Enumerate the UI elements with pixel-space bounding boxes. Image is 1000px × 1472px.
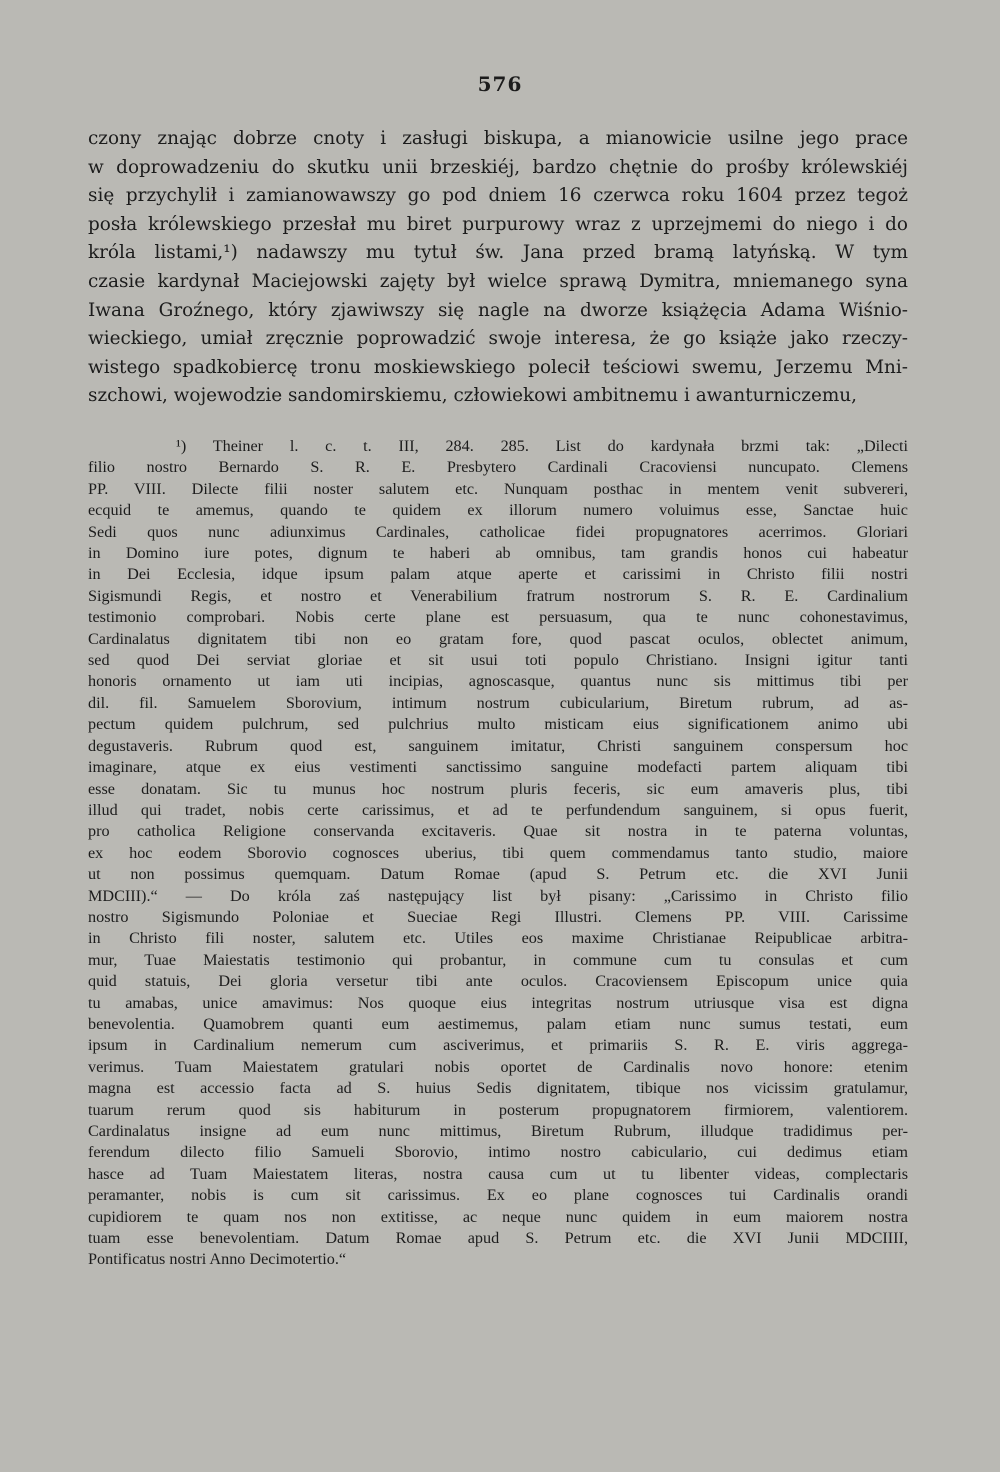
footnote-line: ecquid te amemus, quando te quidem ex illorum numero voluimus esse, Sanctae huic — [88, 501, 908, 520]
footnote-line: Pontificatus nostri Anno Decimotertio.“ — [88, 1250, 347, 1269]
main-text-line: posła królewskiego przesłał mu biret purpurowy wraz z uprzejmemi do niego i do — [88, 213, 908, 235]
footnote-line: imaginare, atque ex eius vestimenti sanctissimo sanguine modefacti partem aliquam tibi — [88, 758, 908, 777]
footnote-line: ¹) Theiner l. c. t. III, 284. 285. List do kardynała brzmi tak: „Dilecti — [176, 437, 908, 455]
footnote-line: pectum quidem pulchrum, sed pulchrius multo misticam eius significationem animo ubi — [88, 715, 908, 734]
footnote-line: tuarum rerum quod sis habiturum in posterum propugnatorem firmiorem, valentiorem. — [88, 1100, 908, 1119]
footnote-line: Sigismundi Regis, et nostro et Venerabilium fratrum nostrorum S. R. E. Cardinalium — [88, 586, 908, 605]
footnote-line: magna est accessio facta ad S. huius Sedis dignitatem, tibique nos vicissim gratulamur, — [88, 1079, 908, 1098]
main-text-line: Iwana Groźnego, który zjawiwszy się nagle na dworze książęcia Adama Wiśnio- — [88, 299, 908, 321]
page-number: 576 — [477, 72, 523, 96]
footnote-line: honoris ornamento ut iam uti incipias, agnoscasque, quantus nunc sis mittimus tibi per — [88, 672, 908, 691]
footnote-line: ferendum dilecto filio Samueli Sborovio, intimo nostro cabiculario, cui dedimus etiam — [88, 1143, 908, 1162]
footnote-line: degustaveris. Rubrum quod est, sanguinem imitatur, Christi sanguinem conspersum hoc — [88, 736, 908, 755]
main-paragraph — [88, 125, 908, 411]
footnote-line: peramanter, nobis is cum sit carissimus. Ex eo plane cognosces tui Cardinalis orandi — [88, 1186, 908, 1205]
footnote-line: benevolentia. Quamobrem quanti eum aestimemus, palam etiam nunc sumus testati, eum — [88, 1014, 908, 1033]
footnote-line: sed quod Dei serviat gloriae et sit usui toti populo Christiano. Insigni igitur tanti — [88, 651, 908, 670]
footnote-line: filio nostro Bernardo S. R. E. Presbytero Cardinali Cracoviensi nuncupato. Clemens — [88, 458, 908, 477]
footnote-line: in Christo fili noster, salutem etc. Utiles eos maxime Christianae Reipublicae arbitra- — [88, 929, 908, 948]
main-text-line: w doprowadzeniu do skutku unii brzeskiéj, bardzo chętnie do prośby królewskiéj — [88, 156, 908, 178]
main-text-line: czony znając dobrze cnoty i zasługi biskupa, a mianowicie usilne jego prace — [88, 128, 908, 149]
footnote-line: nostro Sigismundo Poloniae et Sueciae Regi Illustri. Clemens PP. VIII. Carissime — [88, 907, 908, 926]
footnote — [88, 436, 908, 1271]
footnote-line: mur, Tuae Maiestatis testimonio qui probantur, in commune cum tu consulas et cum — [88, 950, 908, 969]
footnote-line: in Domino iure potes, dignum te haberi ab omnibus, tam grandis honos cui habeatur — [88, 544, 908, 563]
footnote-line: PP. VIII. Dilecte filii noster salutem etc. Nunquam posthac in mentem venit subvereri, — [88, 479, 908, 498]
footnote-line: verimus. Tuam Maiestatem gratulari nobis oportet de Cardinalis novo honore: etenim — [88, 1057, 908, 1076]
footnote-line: MDCIII).“ — Do króla zaś następujący list był pisany: „Carissimo in Christo filio — [88, 886, 908, 905]
main-text-line: króla listami,¹) nadawszy mu tytuł św. Jana przed bramą latyńską. W tym — [88, 242, 908, 264]
main-text-line: szchowi, wojewodzie sandomirskiemu, człowiekowi ambitnemu i awanturniczemu, — [88, 385, 857, 407]
main-text-line: czasie kardynał Maciejowski zajęty był wielce sprawą Dymitra, mniemanego syna — [88, 270, 908, 292]
footnote-line: cupidiorem te quam nos non extitisse, ac neque nunc quidem in eum maiorem nostra — [88, 1207, 908, 1226]
main-text-line: wieckiego, umiał zręcznie poprowadzić swoje interesa, że go książe jako rzeczy- — [88, 328, 908, 350]
main-text-line: się przychylił i zamianowawszy go pod dniem 16 czerwca roku 1604 przez tegoż — [88, 185, 908, 207]
footnote-line: tuam esse benevolentiam. Datum Romae apud S. Petrum etc. die XVI Junii MDCIIII, — [88, 1229, 908, 1248]
footnote-line: testimonio comprobari. Nobis certe plane est persuasum, qua te nunc cohonestavimus, — [88, 608, 908, 627]
footnote-line: ut non possimus quemquam. Datum Romae (apud S. Petrum etc. die XVI Junii — [88, 865, 908, 884]
footnote-line: ipsum in Cardinalium nemerum cum asciverimus, et primariis S. R. E. viris aggrega- — [88, 1036, 908, 1055]
footnote-line: Cardinalatus insigne ad eum nunc mittimus, Biretum Rubrum, illudque tradidimus per- — [88, 1122, 908, 1140]
footnote-line: Sedi quos nunc adiunximus Cardinales, catholicae fidei propugnatores acerrimos. Gloriari — [88, 522, 908, 541]
footnote-line: pro catholica Religione conservanda excitaveris. Quae sit nostra in te paterna voluntas, — [88, 822, 908, 841]
footnote-line: esse donatam. Sic tu munus hoc nostrum pluris feceris, sic eum amaveris plus, tibi — [88, 779, 908, 798]
footnote-line: hasce ad Tuam Maiestatem literas, nostra causa cum ut tu libenter videas, complectaris — [88, 1164, 908, 1183]
footnote-line: dil. fil. Samuelem Sborovium, intimum nostrum cubicularium, Biretum rubrum, ad as- — [88, 693, 908, 712]
footnote-line: tu amabas, unice amavimus: Nos quoque eius integritas nostrum utriusque visa est digna — [88, 993, 908, 1012]
footnote-line: quid statuis, Dei gloria versetur tibi ante oculos. Cracoviensem Episcopum unice quia — [88, 972, 908, 991]
main-text-line: wistego spadkobiercę tronu moskiewskiego polecił teściowi swemu, Jerzemu Mni- — [88, 356, 908, 378]
footnote-line: in Dei Ecclesia, idque ipsum palam atque aperte et carissimi in Christo filii nostri — [88, 565, 908, 584]
footnote-line: ex hoc eodem Sborovio cognosces uberius, tibi quem commendamus tanto studio, maiore — [88, 843, 908, 862]
footnote-line: illud qui tradet, nobis certe carissimus, et ad te perfundendum sanguinem, si opus fuerit, — [88, 800, 908, 819]
footnote-line: Cardinalatus dignitatem tibi non eo gratam fore, quod pascat oculos, oblectet animum, — [88, 629, 908, 648]
